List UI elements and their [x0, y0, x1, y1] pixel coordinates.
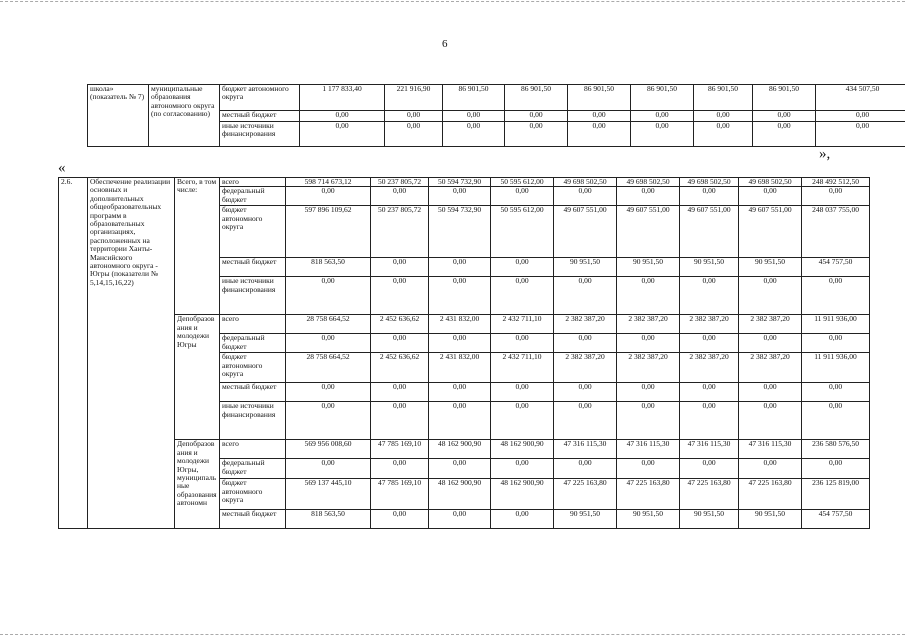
- value-cell: 0,00: [505, 111, 568, 122]
- value-cell: 0,00: [753, 122, 816, 147]
- value-cell: 0,00: [286, 383, 371, 402]
- value-cell: 0,00: [631, 122, 694, 147]
- value-cell: 47 225 163,80: [554, 479, 617, 510]
- value-cell: 0,00: [617, 383, 680, 402]
- value-cell: 0,00: [568, 111, 631, 122]
- value-cell: 0,00: [554, 334, 617, 353]
- value-cell: 47 225 163,80: [739, 479, 802, 510]
- value-cell: 0,00: [385, 111, 443, 122]
- value-cell: 0,00: [286, 334, 371, 353]
- value-cell: 48 162 900,90: [429, 479, 491, 510]
- table-row: [88, 85, 905, 111]
- value-cell: 248 492 512,50: [802, 178, 870, 187]
- funding-source-cell: всего: [220, 315, 286, 334]
- value-cell: 49 607 551,00: [680, 206, 739, 258]
- value-cell: 818 563,50: [286, 510, 371, 529]
- value-cell: 598 714 673,12: [286, 178, 371, 187]
- value-cell: 48 162 900,90: [491, 479, 554, 510]
- executor-cell: Депобразования и молодежи Югры, муниципальные образования автономн: [175, 440, 220, 529]
- value-cell: 454 757,50: [802, 258, 870, 277]
- value-cell: 0,00: [491, 258, 554, 277]
- value-cell: 47 316 115,30: [680, 440, 739, 459]
- value-cell: 2 452 636,62: [371, 353, 429, 383]
- funding-source-cell: бюджет автономного округа: [220, 479, 286, 510]
- funding-source-cell: местный бюджет: [220, 111, 300, 122]
- funding-source-cell: бюджет автономного округа: [220, 85, 300, 111]
- value-cell: 0,00: [371, 510, 429, 529]
- executor-cell: Депобразования и молодежи Югры: [175, 315, 220, 440]
- value-cell: 0,00: [568, 122, 631, 147]
- value-cell: 90 951,50: [617, 510, 680, 529]
- funding-source-cell: иные источники финансирования: [220, 402, 286, 440]
- value-cell: 0,00: [554, 187, 617, 206]
- funding-source-cell: иные источники финансирования: [220, 122, 300, 147]
- value-cell: 2 431 832,00: [429, 315, 491, 334]
- value-cell: 2 382 387,20: [680, 315, 739, 334]
- value-cell: 454 757,50: [802, 510, 870, 529]
- value-cell: 0,00: [631, 111, 694, 122]
- funding-source-cell: федеральный бюджет: [220, 334, 286, 353]
- value-cell: 50 595 612,00: [491, 206, 554, 258]
- table-continued-section: [87, 84, 905, 147]
- value-cell: 1 177 833,40: [300, 85, 385, 111]
- value-cell: 0,00: [491, 277, 554, 315]
- value-cell: 50 237 805,72: [371, 206, 429, 258]
- funding-source-cell: всего: [220, 440, 286, 459]
- value-cell: 0,00: [554, 402, 617, 440]
- value-cell: 90 951,50: [554, 510, 617, 529]
- funding-source-cell: федеральный бюджет: [220, 459, 286, 479]
- value-cell: 0,00: [680, 402, 739, 440]
- funding-source-cell: иные источники финансирования: [220, 277, 286, 315]
- value-cell: 0,00: [429, 383, 491, 402]
- value-cell: 86 901,50: [753, 85, 816, 111]
- table-item-2-6: [58, 177, 870, 529]
- value-cell: 0,00: [371, 258, 429, 277]
- value-cell: 248 037 755,00: [802, 206, 870, 258]
- value-cell: 0,00: [802, 277, 870, 315]
- funding-source-cell: местный бюджет: [220, 258, 286, 277]
- value-cell: 2 382 387,20: [554, 353, 617, 383]
- value-cell: 50 237 805,72: [371, 178, 429, 187]
- value-cell: 0,00: [554, 277, 617, 315]
- value-cell: 0,00: [491, 459, 554, 479]
- value-cell: 0,00: [371, 187, 429, 206]
- value-cell: 50 594 732,90: [429, 206, 491, 258]
- value-cell: 47 316 115,30: [617, 440, 680, 459]
- value-cell: 0,00: [802, 187, 870, 206]
- value-cell: 47 785 169,10: [371, 440, 429, 459]
- value-cell: 90 951,50: [680, 258, 739, 277]
- value-cell: 0,00: [429, 459, 491, 479]
- value-cell: 49 698 502,50: [680, 178, 739, 187]
- value-cell: 434 507,50: [816, 85, 905, 111]
- table-row: [59, 440, 870, 459]
- value-cell: 0,00: [429, 334, 491, 353]
- value-cell: 90 951,50: [739, 510, 802, 529]
- value-cell: 2 382 387,20: [617, 353, 680, 383]
- value-cell: 0,00: [443, 122, 505, 147]
- value-cell: 28 758 664,52: [286, 353, 371, 383]
- value-cell: 86 901,50: [505, 85, 568, 111]
- indicator-label: школа» (показатель № 7): [88, 85, 149, 147]
- value-cell: 818 563,50: [286, 258, 371, 277]
- value-cell: 90 951,50: [554, 258, 617, 277]
- value-cell: 49 698 502,50: [554, 178, 617, 187]
- executor-label: муниципальные образования автономного округа (по согласованию): [149, 85, 220, 147]
- value-cell: 0,00: [694, 111, 753, 122]
- value-cell: 0,00: [739, 187, 802, 206]
- value-cell: 597 896 109,62: [286, 206, 371, 258]
- value-cell: 0,00: [429, 277, 491, 315]
- value-cell: 47 316 115,30: [739, 440, 802, 459]
- value-cell: 569 956 008,60: [286, 440, 371, 459]
- value-cell: 0,00: [385, 122, 443, 147]
- value-cell: 0,00: [491, 510, 554, 529]
- value-cell: 50 594 732,90: [429, 178, 491, 187]
- value-cell: 0,00: [286, 187, 371, 206]
- scan-edge-bottom: [0, 634, 905, 635]
- value-cell: 0,00: [680, 383, 739, 402]
- table-row: [59, 315, 870, 334]
- value-cell: 90 951,50: [739, 258, 802, 277]
- value-cell: 0,00: [753, 111, 816, 122]
- value-cell: 49 698 502,50: [739, 178, 802, 187]
- value-cell: 48 162 900,90: [429, 440, 491, 459]
- value-cell: 0,00: [739, 277, 802, 315]
- value-cell: 0,00: [371, 334, 429, 353]
- value-cell: 0,00: [617, 277, 680, 315]
- value-cell: 0,00: [491, 383, 554, 402]
- value-cell: 86 901,50: [631, 85, 694, 111]
- scan-edge-top: [0, 1, 905, 2]
- value-cell: 0,00: [680, 187, 739, 206]
- value-cell: 0,00: [680, 459, 739, 479]
- value-cell: 0,00: [371, 277, 429, 315]
- value-cell: 49 607 551,00: [739, 206, 802, 258]
- value-cell: 0,00: [286, 402, 371, 440]
- value-cell: 0,00: [300, 111, 385, 122]
- value-cell: 47 225 163,80: [680, 479, 739, 510]
- value-cell: 236 125 819,00: [802, 479, 870, 510]
- value-cell: 0,00: [429, 258, 491, 277]
- item-number: 2.6.: [59, 178, 88, 529]
- value-cell: 0,00: [443, 111, 505, 122]
- value-cell: 0,00: [694, 122, 753, 147]
- value-cell: 2 382 387,20: [554, 315, 617, 334]
- funding-source-cell: всего: [220, 178, 286, 187]
- value-cell: 2 382 387,20: [617, 315, 680, 334]
- value-cell: 47 316 115,30: [554, 440, 617, 459]
- value-cell: 0,00: [371, 402, 429, 440]
- value-cell: 0,00: [739, 402, 802, 440]
- page-number: 6: [442, 38, 448, 50]
- value-cell: 0,00: [739, 459, 802, 479]
- value-cell: 0,00: [429, 187, 491, 206]
- value-cell: 2 382 387,20: [680, 353, 739, 383]
- value-cell: 0,00: [491, 334, 554, 353]
- value-cell: 0,00: [802, 459, 870, 479]
- funding-source-cell: местный бюджет: [220, 510, 286, 529]
- executor-cell: Всего, в том числе:: [175, 178, 220, 315]
- value-cell: 0,00: [816, 122, 905, 147]
- value-cell: 90 951,50: [680, 510, 739, 529]
- value-cell: 0,00: [429, 402, 491, 440]
- value-cell: 50 595 612,00: [491, 178, 554, 187]
- close-quote: »,: [819, 146, 831, 162]
- value-cell: 28 758 664,52: [286, 315, 371, 334]
- value-cell: 49 607 551,00: [554, 206, 617, 258]
- value-cell: 0,00: [371, 383, 429, 402]
- value-cell: 47 785 169,10: [371, 479, 429, 510]
- value-cell: 0,00: [617, 187, 680, 206]
- funding-source-cell: бюджет автономного округа: [220, 353, 286, 383]
- value-cell: 2 382 387,20: [739, 315, 802, 334]
- value-cell: 2 431 832,00: [429, 353, 491, 383]
- value-cell: 49 698 502,50: [617, 178, 680, 187]
- value-cell: 0,00: [554, 459, 617, 479]
- open-quote: «: [58, 160, 66, 176]
- value-cell: 0,00: [505, 122, 568, 147]
- value-cell: 0,00: [739, 383, 802, 402]
- value-cell: 48 162 900,90: [491, 440, 554, 459]
- value-cell: 0,00: [680, 334, 739, 353]
- value-cell: 221 916,90: [385, 85, 443, 111]
- value-cell: 0,00: [617, 402, 680, 440]
- value-cell: 0,00: [554, 383, 617, 402]
- value-cell: 2 382 387,20: [739, 353, 802, 383]
- value-cell: 11 911 936,00: [802, 353, 870, 383]
- value-cell: 0,00: [816, 111, 905, 122]
- value-cell: 86 901,50: [443, 85, 505, 111]
- value-cell: 0,00: [429, 510, 491, 529]
- value-cell: 0,00: [300, 122, 385, 147]
- value-cell: 11 911 936,00: [802, 315, 870, 334]
- value-cell: 2 452 636,62: [371, 315, 429, 334]
- item-title: Обеспечение реализации основных и дополнительных общеобразовательных программ в образовательных организациях, расположенных на территории Ханты-Мансийского автономного округа - Югры (показатели № 5,14,15,16,22): [88, 178, 175, 529]
- value-cell: 0,00: [491, 402, 554, 440]
- value-cell: 0,00: [802, 383, 870, 402]
- value-cell: 90 951,50: [617, 258, 680, 277]
- value-cell: 86 901,50: [694, 85, 753, 111]
- funding-source-cell: федеральный бюджет: [220, 187, 286, 206]
- value-cell: 0,00: [680, 277, 739, 315]
- table-row: [59, 178, 870, 187]
- funding-source-cell: местный бюджет: [220, 383, 286, 402]
- value-cell: 2 432 711,10: [491, 353, 554, 383]
- value-cell: 86 901,50: [568, 85, 631, 111]
- value-cell: 0,00: [617, 334, 680, 353]
- value-cell: 0,00: [286, 459, 371, 479]
- value-cell: 2 432 711,10: [491, 315, 554, 334]
- value-cell: 569 137 445,10: [286, 479, 371, 510]
- value-cell: 0,00: [286, 277, 371, 315]
- value-cell: 0,00: [371, 459, 429, 479]
- funding-source-cell: бюджет автономного округа: [220, 206, 286, 258]
- value-cell: 0,00: [739, 334, 802, 353]
- value-cell: 236 580 576,50: [802, 440, 870, 459]
- value-cell: 0,00: [802, 334, 870, 353]
- value-cell: 47 225 163,80: [617, 479, 680, 510]
- value-cell: 0,00: [802, 402, 870, 440]
- value-cell: 0,00: [491, 187, 554, 206]
- value-cell: 49 607 551,00: [617, 206, 680, 258]
- value-cell: 0,00: [617, 459, 680, 479]
